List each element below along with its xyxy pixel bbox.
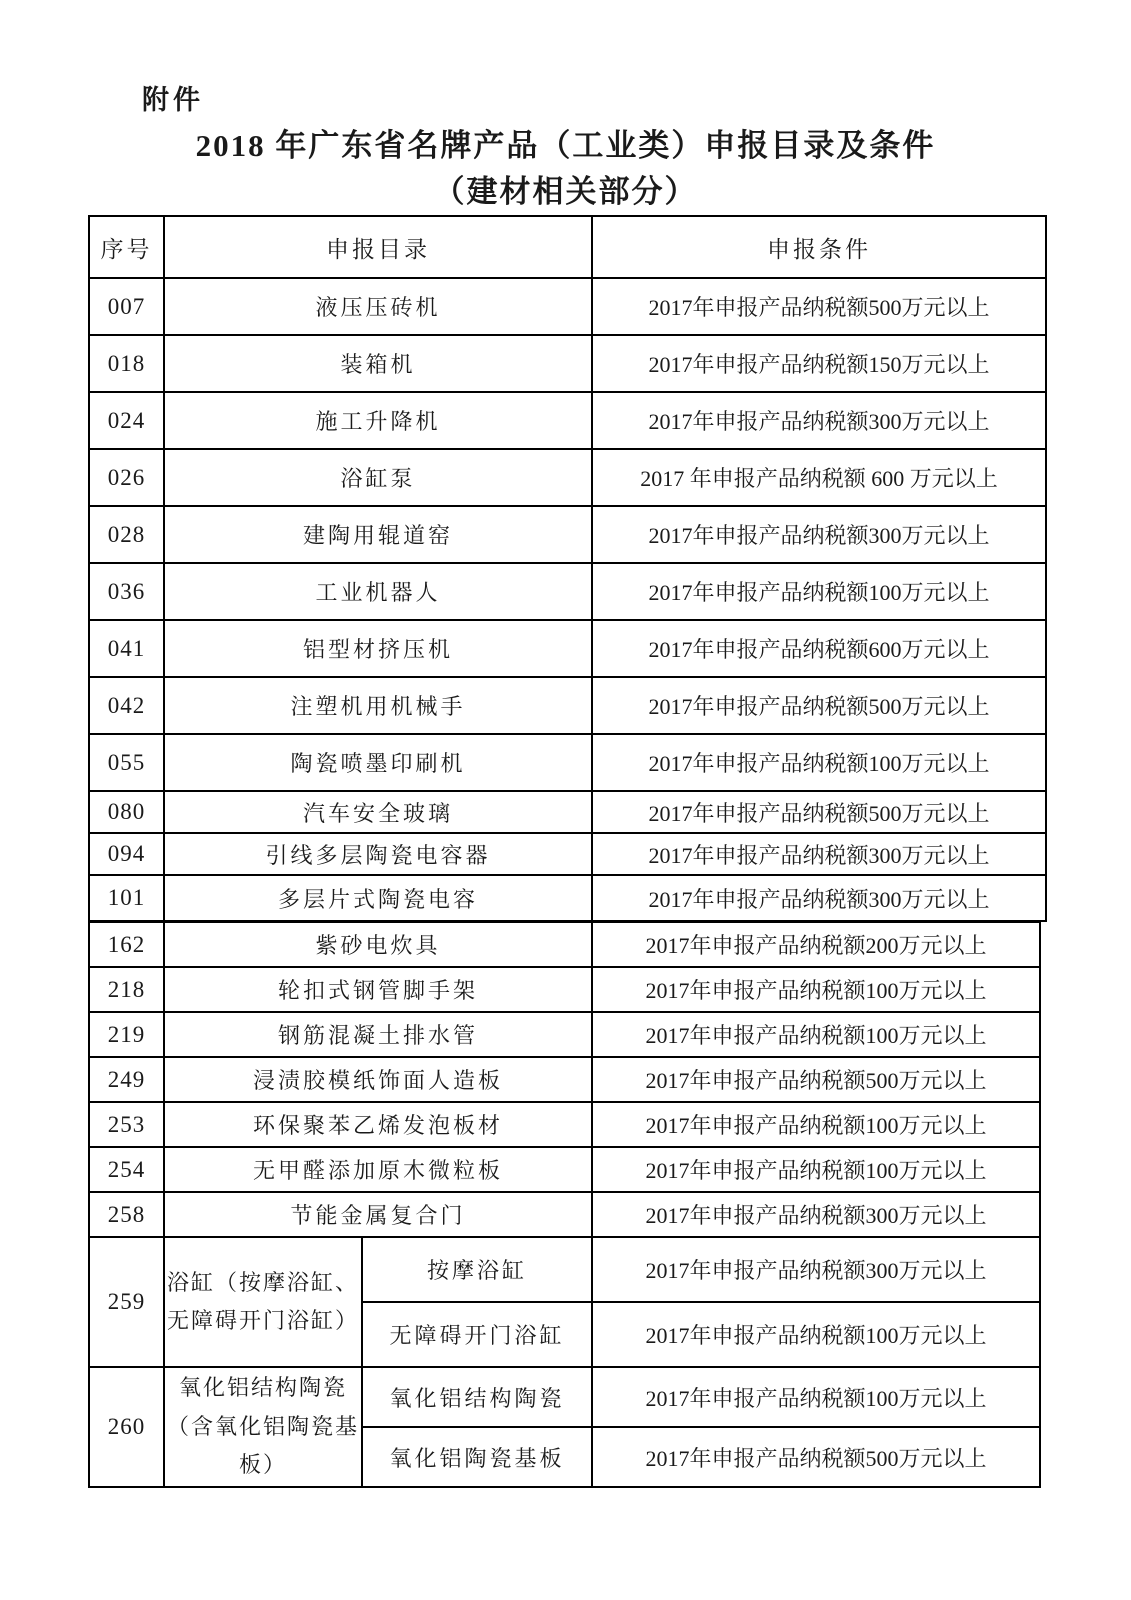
index-cell: 253 bbox=[89, 1102, 164, 1147]
table-row-group bbox=[89, 1367, 1040, 1427]
group-cell: 浴缸（按摩浴缸、无障碍开门浴缸） bbox=[164, 1237, 362, 1367]
directory-cell: 环保聚苯乙烯发泡板材 bbox=[164, 1102, 592, 1147]
table-header-row bbox=[89, 216, 1046, 278]
index-cell: 094 bbox=[89, 833, 164, 875]
index-cell: 024 bbox=[89, 392, 164, 449]
table-row bbox=[89, 734, 1046, 791]
directory-cell: 浴缸泵 bbox=[164, 449, 592, 506]
table-row bbox=[89, 449, 1046, 506]
condition-cell: 2017年申报产品纳税额300万元以上 bbox=[592, 833, 1046, 875]
table-row bbox=[89, 677, 1046, 734]
condition-cell: 2017 年申报产品纳税额 600 万元以上 bbox=[592, 449, 1046, 506]
table-row bbox=[89, 791, 1046, 833]
index-cell: 026 bbox=[89, 449, 164, 506]
directory-cell: 紫砂电炊具 bbox=[164, 922, 592, 967]
index-cell: 055 bbox=[89, 734, 164, 791]
index-cell: 219 bbox=[89, 1012, 164, 1057]
index-cell: 028 bbox=[89, 506, 164, 563]
table-row bbox=[89, 922, 1040, 967]
group-cell: 氧化铝结构陶瓷（含氧化铝陶瓷基板） bbox=[164, 1367, 362, 1487]
catalog-table-lower bbox=[88, 921, 1041, 1488]
condition-cell: 2017年申报产品纳税额300万元以上 bbox=[592, 1192, 1040, 1237]
directory-cell: 铝型材挤压机 bbox=[164, 620, 592, 677]
directory-cell: 建陶用辊道窑 bbox=[164, 506, 592, 563]
directory-cell: 工业机器人 bbox=[164, 563, 592, 620]
directory-cell: 轮扣式钢管脚手架 bbox=[164, 967, 592, 1012]
table-row bbox=[89, 563, 1046, 620]
catalog-table-upper bbox=[88, 215, 1047, 922]
directory-cell: 引线多层陶瓷电容器 bbox=[164, 833, 592, 875]
index-cell: 042 bbox=[89, 677, 164, 734]
condition-cell: 2017年申报产品纳税额300万元以上 bbox=[592, 875, 1046, 921]
index-cell: 260 bbox=[89, 1367, 164, 1487]
index-cell: 018 bbox=[89, 335, 164, 392]
directory-cell: 钢筋混凝土排水管 bbox=[164, 1012, 592, 1057]
condition-cell: 2017年申报产品纳税额100万元以上 bbox=[592, 734, 1046, 791]
directory-cell: 液压压砖机 bbox=[164, 278, 592, 335]
index-cell: 041 bbox=[89, 620, 164, 677]
index-cell: 259 bbox=[89, 1237, 164, 1367]
condition-cell: 2017年申报产品纳税额500万元以上 bbox=[592, 677, 1046, 734]
condition-cell: 2017年申报产品纳税额100万元以上 bbox=[592, 1012, 1040, 1057]
table-row bbox=[89, 1102, 1040, 1147]
col-header-directory: 申报目录 bbox=[164, 216, 592, 278]
directory-cell: 汽车安全玻璃 bbox=[164, 791, 592, 833]
table-row bbox=[89, 620, 1046, 677]
directory-cell: 注塑机用机械手 bbox=[164, 677, 592, 734]
condition-cell: 2017年申报产品纳税额300万元以上 bbox=[592, 506, 1046, 563]
directory-cell: 多层片式陶瓷电容 bbox=[164, 875, 592, 921]
condition-cell: 2017年申报产品纳税额100万元以上 bbox=[592, 1302, 1040, 1367]
index-cell: 101 bbox=[89, 875, 164, 921]
index-cell: 080 bbox=[89, 791, 164, 833]
sub-directory-cell: 氧化铝结构陶瓷 bbox=[362, 1367, 592, 1427]
index-cell: 162 bbox=[89, 922, 164, 967]
doc-title-line1: 2018 年广东省名牌产品（工业类）申报目录及条件 bbox=[195, 128, 936, 163]
condition-cell: 2017年申报产品纳税额100万元以上 bbox=[592, 1102, 1040, 1147]
directory-cell: 装箱机 bbox=[164, 335, 592, 392]
table-row bbox=[89, 1192, 1040, 1237]
table-row bbox=[89, 967, 1040, 1012]
condition-cell: 2017年申报产品纳税额500万元以上 bbox=[592, 1057, 1040, 1102]
table-row bbox=[89, 1147, 1040, 1192]
condition-cell: 2017年申报产品纳税额500万元以上 bbox=[592, 1427, 1040, 1487]
table-row bbox=[89, 833, 1046, 875]
directory-cell: 施工升降机 bbox=[164, 392, 592, 449]
condition-cell: 2017年申报产品纳税额600万元以上 bbox=[592, 620, 1046, 677]
directory-cell: 浸渍胶模纸饰面人造板 bbox=[164, 1057, 592, 1102]
condition-cell: 2017年申报产品纳税额100万元以上 bbox=[592, 563, 1046, 620]
sub-directory-cell: 氧化铝陶瓷基板 bbox=[362, 1427, 592, 1487]
directory-cell: 陶瓷喷墨印刷机 bbox=[164, 734, 592, 791]
doc-title-line2: （建材相关部分） bbox=[433, 174, 698, 209]
index-cell: 258 bbox=[89, 1192, 164, 1237]
condition-cell: 2017年申报产品纳税额150万元以上 bbox=[592, 335, 1046, 392]
condition-cell: 2017年申报产品纳税额500万元以上 bbox=[592, 791, 1046, 833]
condition-cell: 2017年申报产品纳税额100万元以上 bbox=[592, 1147, 1040, 1192]
condition-cell: 2017年申报产品纳税额100万元以上 bbox=[592, 1367, 1040, 1427]
table-row bbox=[89, 875, 1046, 921]
table-row bbox=[89, 1057, 1040, 1102]
condition-cell: 2017年申报产品纳税额100万元以上 bbox=[592, 967, 1040, 1012]
condition-cell: 2017年申报产品纳税额300万元以上 bbox=[592, 1237, 1040, 1302]
directory-cell: 节能金属复合门 bbox=[164, 1192, 592, 1237]
attachment-label: 附件 bbox=[142, 85, 204, 115]
condition-cell: 2017年申报产品纳税额200万元以上 bbox=[592, 922, 1040, 967]
index-cell: 254 bbox=[89, 1147, 164, 1192]
condition-cell: 2017年申报产品纳税额300万元以上 bbox=[592, 392, 1046, 449]
directory-cell: 无甲醛添加原木微粒板 bbox=[164, 1147, 592, 1192]
table-row bbox=[89, 392, 1046, 449]
index-cell: 218 bbox=[89, 967, 164, 1012]
table-row bbox=[89, 1012, 1040, 1057]
catalog-table bbox=[88, 215, 1047, 1488]
sub-directory-cell: 按摩浴缸 bbox=[362, 1237, 592, 1302]
table-row-group bbox=[89, 1237, 1040, 1302]
table-row bbox=[89, 335, 1046, 392]
col-header-index: 序号 bbox=[89, 216, 164, 278]
sub-directory-cell: 无障碍开门浴缸 bbox=[362, 1302, 592, 1367]
table-row bbox=[89, 506, 1046, 563]
index-cell: 007 bbox=[89, 278, 164, 335]
index-cell: 036 bbox=[89, 563, 164, 620]
col-header-condition: 申报条件 bbox=[592, 216, 1046, 278]
index-cell: 249 bbox=[89, 1057, 164, 1102]
condition-cell: 2017年申报产品纳税额500万元以上 bbox=[592, 278, 1046, 335]
table-row bbox=[89, 278, 1046, 335]
